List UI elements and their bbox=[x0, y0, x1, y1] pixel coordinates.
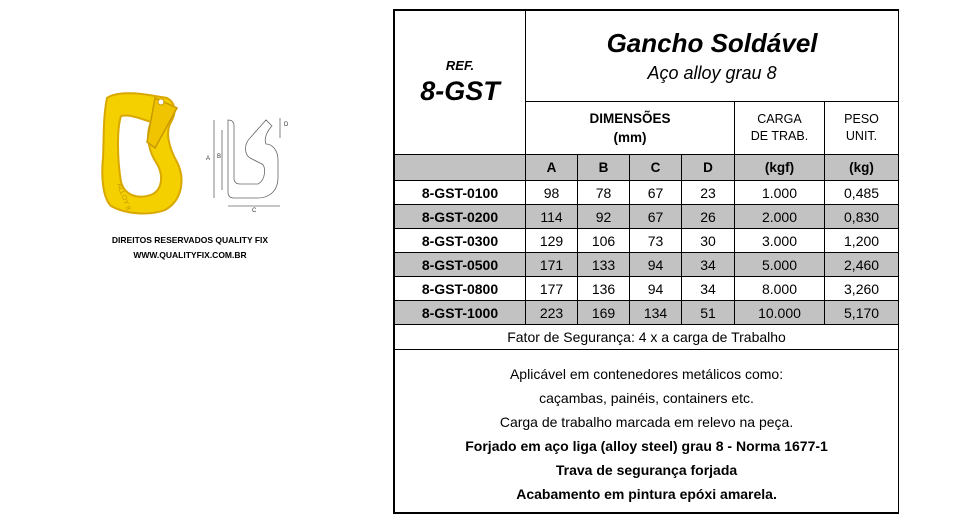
dimensions-header: DIMENSÕES (mm) bbox=[526, 102, 735, 155]
row-code: 8-GST-0300 bbox=[395, 229, 526, 253]
row-b: 133 bbox=[578, 253, 630, 277]
description-line: Acabamento em pintura epóxi amarela. bbox=[516, 486, 777, 502]
table-row bbox=[395, 253, 899, 277]
col-d-header: D bbox=[682, 155, 735, 181]
page-title: Gancho Soldável bbox=[606, 28, 818, 58]
dim-label-d: D bbox=[284, 122, 289, 128]
hook-pin bbox=[158, 99, 164, 105]
row-weight: 0,830 bbox=[825, 205, 899, 229]
row-code: 8-GST-0800 bbox=[395, 277, 526, 301]
safety-factor-text: Fator de Segurança: 4 x a carga de Trabalho bbox=[395, 325, 899, 350]
row-b: 136 bbox=[578, 277, 630, 301]
description-line: Aplicável em contenedores metálicos como: bbox=[509, 366, 784, 382]
dim-label-a: A bbox=[206, 156, 211, 162]
description-cell bbox=[395, 350, 899, 513]
units-header-row bbox=[395, 155, 899, 181]
row-d: 51 bbox=[682, 301, 735, 325]
row-d: 34 bbox=[682, 277, 735, 301]
product-panel bbox=[0, 0, 390, 524]
load-header: CARGA DE TRAB. bbox=[735, 102, 825, 155]
description-line: Forjado em aço liga (alloy steel) grau 8 - Norma 1677-1 bbox=[465, 438, 828, 454]
row-load: 1.000 bbox=[735, 181, 825, 205]
row-c: 67 bbox=[630, 181, 682, 205]
row-c: 134 bbox=[630, 301, 682, 325]
row-code: 8-GST-0500 bbox=[395, 253, 526, 277]
row-a: 129 bbox=[526, 229, 578, 253]
copyright-block bbox=[60, 233, 320, 263]
weight-header: PESO UNIT. bbox=[825, 102, 899, 155]
row-weight: 2,460 bbox=[825, 253, 899, 277]
row-code: 8-GST-0100 bbox=[395, 181, 526, 205]
row-load: 10.000 bbox=[735, 301, 825, 325]
row-b: 169 bbox=[578, 301, 630, 325]
title-cell bbox=[526, 11, 899, 102]
table-row bbox=[395, 277, 899, 301]
row-load: 8.000 bbox=[735, 277, 825, 301]
spec-table bbox=[394, 10, 899, 513]
table-row bbox=[395, 301, 899, 325]
ref-cell bbox=[395, 11, 526, 155]
safety-factor-row bbox=[395, 325, 899, 350]
description-line: Trava de segurança forjada bbox=[555, 462, 738, 478]
col-a-header: A bbox=[526, 155, 578, 181]
row-d: 30 bbox=[682, 229, 735, 253]
row-a: 171 bbox=[526, 253, 578, 277]
row-a: 114 bbox=[526, 205, 578, 229]
hook-photo-image bbox=[95, 88, 195, 218]
table-row bbox=[395, 181, 899, 205]
row-weight: 3,260 bbox=[825, 277, 899, 301]
hook-emboss-text: ALLOY 8 bbox=[115, 182, 132, 212]
weight-unit-header: (kg) bbox=[825, 155, 899, 181]
spec-table-panel bbox=[393, 9, 899, 514]
row-d: 26 bbox=[682, 205, 735, 229]
hook-dimension-drawing bbox=[200, 108, 300, 214]
row-weight: 5,170 bbox=[825, 301, 899, 325]
dim-label-c: C bbox=[252, 208, 257, 214]
website-link[interactable]: WWW.QUALITYFIX.COM.BR bbox=[133, 250, 247, 260]
row-c: 94 bbox=[630, 253, 682, 277]
row-c: 73 bbox=[630, 229, 682, 253]
row-load: 3.000 bbox=[735, 229, 825, 253]
table-row bbox=[395, 205, 899, 229]
blank-header-cell bbox=[395, 155, 526, 181]
row-weight: 0,485 bbox=[825, 181, 899, 205]
row-code: 8-GST-1000 bbox=[395, 301, 526, 325]
row-load: 5.000 bbox=[735, 253, 825, 277]
row-d: 23 bbox=[682, 181, 735, 205]
row-a: 223 bbox=[526, 301, 578, 325]
description-row bbox=[395, 350, 899, 513]
rights-text: DIREITOS RESERVADOS QUALITY FIX bbox=[111, 235, 269, 245]
table-row bbox=[395, 229, 899, 253]
row-b: 78 bbox=[578, 181, 630, 205]
row-c: 94 bbox=[630, 277, 682, 301]
row-code: 8-GST-0200 bbox=[395, 205, 526, 229]
drawing-outline bbox=[228, 120, 278, 198]
col-c-header: C bbox=[630, 155, 682, 181]
row-d: 34 bbox=[682, 253, 735, 277]
row-a: 177 bbox=[526, 277, 578, 301]
col-b-header: B bbox=[578, 155, 630, 181]
description-line: caçambas, painéis, containers etc. bbox=[539, 390, 754, 406]
dim-label-b: B bbox=[217, 154, 222, 160]
page-subtitle: Aço alloy grau 8 bbox=[647, 63, 777, 83]
row-load: 2.000 bbox=[735, 205, 825, 229]
description-line: Carga de trabalho marcada em relevo na peça. bbox=[499, 414, 794, 430]
ref-code: 8-GST bbox=[420, 76, 500, 106]
row-b: 92 bbox=[578, 205, 630, 229]
row-b: 106 bbox=[578, 229, 630, 253]
row-weight: 1,200 bbox=[825, 229, 899, 253]
load-unit-header: (kgf) bbox=[735, 155, 825, 181]
ref-label: REF. bbox=[445, 58, 475, 73]
row-a: 98 bbox=[526, 181, 578, 205]
row-c: 67 bbox=[630, 205, 682, 229]
